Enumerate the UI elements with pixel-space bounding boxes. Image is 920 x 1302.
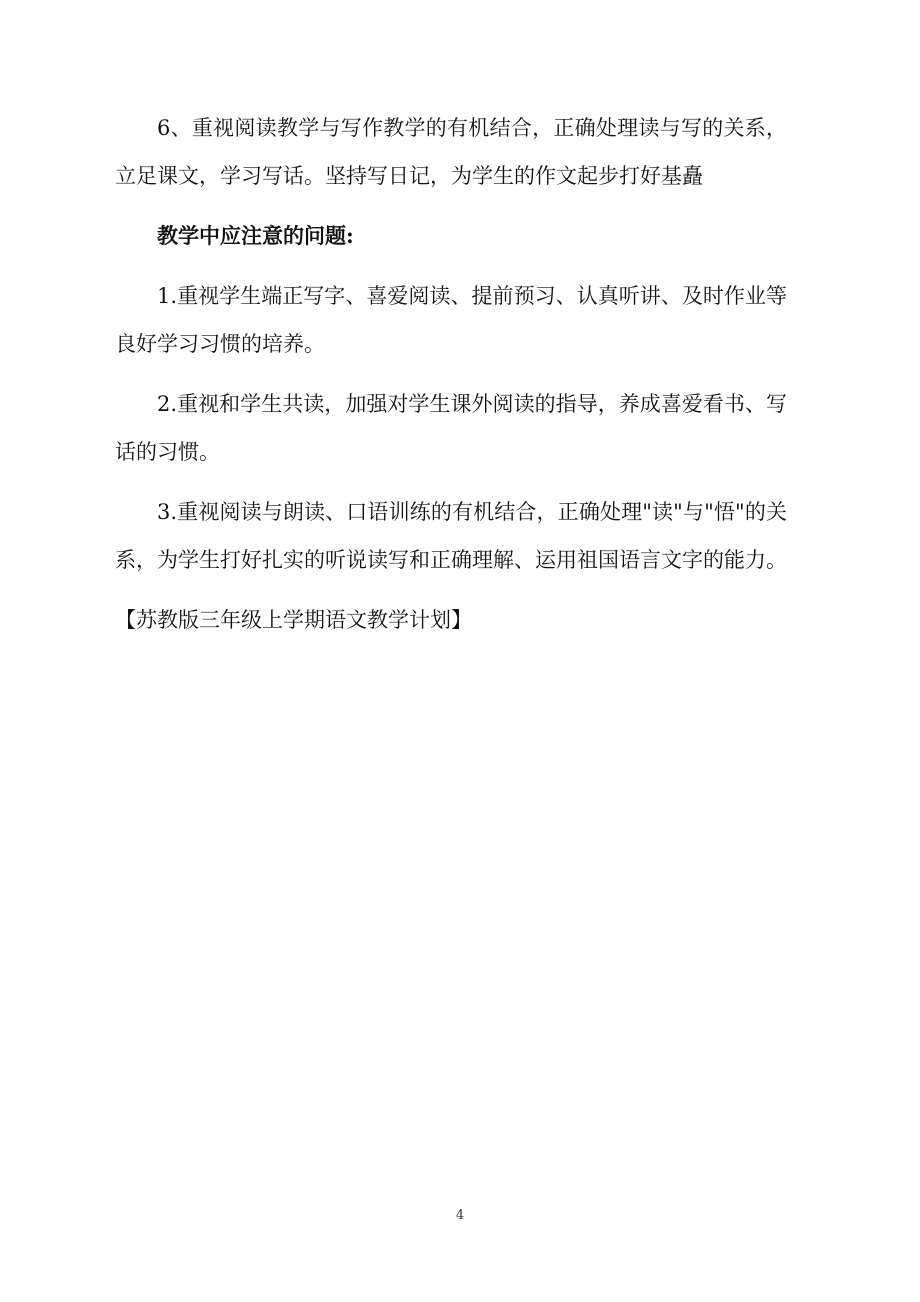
paragraph-6: 6、重视阅读教学与写作教学的有机结合，正确处理读与写的关系，立足课文，学习写话。坚持写日记，为学生的作文起步打好基矗 bbox=[115, 116, 787, 188]
document-title-link[interactable]: 【苏教版三年级上学期语文教学计划】 bbox=[115, 608, 472, 632]
point-3: 3.重视阅读与朗读、口语训练的有机结合，正确处理"读"与"悟"的关系，为学生打好扎实的听说读写和正确理解、运用祖国语言文字的能力。 bbox=[115, 500, 787, 572]
point-2: 2.重视和学生共读，加强对学生课外阅读的指导，养成喜爱看书、写话的习惯。 bbox=[115, 392, 787, 464]
section-heading: 教学中应注意的问题: bbox=[157, 223, 354, 248]
point-1: 1.重视学生端正写字、喜爱阅读、提前预习、认真听讲、及时作业等良好学习习惯的培养。 bbox=[115, 284, 787, 356]
document-body bbox=[115, 104, 787, 644]
page-number: 4 bbox=[455, 1208, 465, 1223]
